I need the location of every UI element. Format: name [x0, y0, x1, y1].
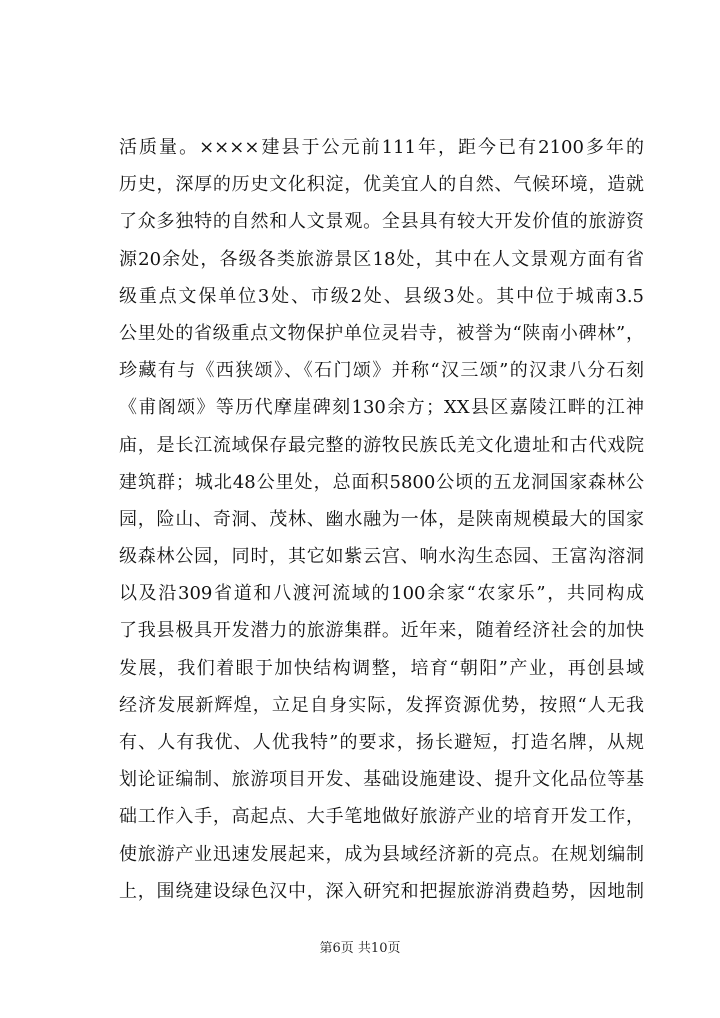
- text-line: 础工作入手，高起点、大手笔地做好旅游产业的培育开发工作，: [119, 806, 644, 828]
- text-line: 使旅游产业迅速发展起来，成为县域经济新的亮点。在规划编制: [119, 843, 644, 865]
- text-line: 园，险山、奇洞、茂林、幽水融为一体，是陕南规模最大的国家: [119, 508, 644, 530]
- text-line: 以及沿309省道和八渡河流域的100余家“农家乐”，共同构成: [119, 583, 644, 605]
- text-line: 活质量。××××建县于公元前111年，距今已有2100多年的: [119, 137, 644, 158]
- text-line: 级森林公园，同时，其它如紫云宫、响水沟生态园、王富沟溶洞: [119, 546, 644, 568]
- text-line: 源20余处，各级各类旅游景区18处，其中在人文景观方面有省: [119, 248, 644, 270]
- page-number-label: 第6页 共10页: [319, 941, 401, 956]
- text-line: 珍藏有与《西狭颂》、《石门颂》并称“汉三颂”的汉隶八分石刻: [119, 360, 644, 382]
- text-line: 有、人有我优、人优我特”的要求，扬长避短，打造名牌，从规: [119, 732, 644, 753]
- text-line: 了众多独特的自然和人文景观。全县具有较大开发价值的旅游资: [119, 211, 644, 233]
- text-line: 经济发展新辉煌，立足自身实际，发挥资源优势，按照“人无我: [119, 694, 644, 716]
- text-line: 级重点文保单位3处、市级2处、县级3处。其中位于城南3.5: [119, 285, 644, 307]
- text-line: 了我县极具开发潜力的旅游集群。近年来，随着经济社会的加快: [119, 620, 644, 642]
- body-text: [119, 129, 644, 910]
- text-line: 历史，深厚的历史文化积淀，优美宜人的自然、气候环境，造就: [119, 174, 644, 196]
- text-line: 《甫阁颂》等历代摩崖碑刻130余方；XX县区嘉陵江畔的江神: [119, 397, 644, 419]
- text-line: 建筑群；城北48公里处，总面积5800公顷的五龙洞国家森林公: [119, 471, 644, 493]
- page-footer: [0, 937, 720, 956]
- text-line: 公里处的省级重点文物保护单位灵岩寺，被誉为“陕南小碑林”，: [119, 322, 644, 344]
- text-line: 划论证编制、旅游项目开发、基础设施建设、提升文化品位等基: [119, 769, 644, 791]
- text-line: 庙，是长江流域保存最完整的游牧民族氐羌文化遗址和古代戏院: [119, 434, 644, 456]
- text-line: 上，围绕建设绿色汉中，深入研究和把握旅游消费趋势，因地制: [119, 880, 644, 902]
- text-line: 发展，我们着眼于加快结构调整，培育“朝阳”产业，再创县域: [119, 657, 644, 679]
